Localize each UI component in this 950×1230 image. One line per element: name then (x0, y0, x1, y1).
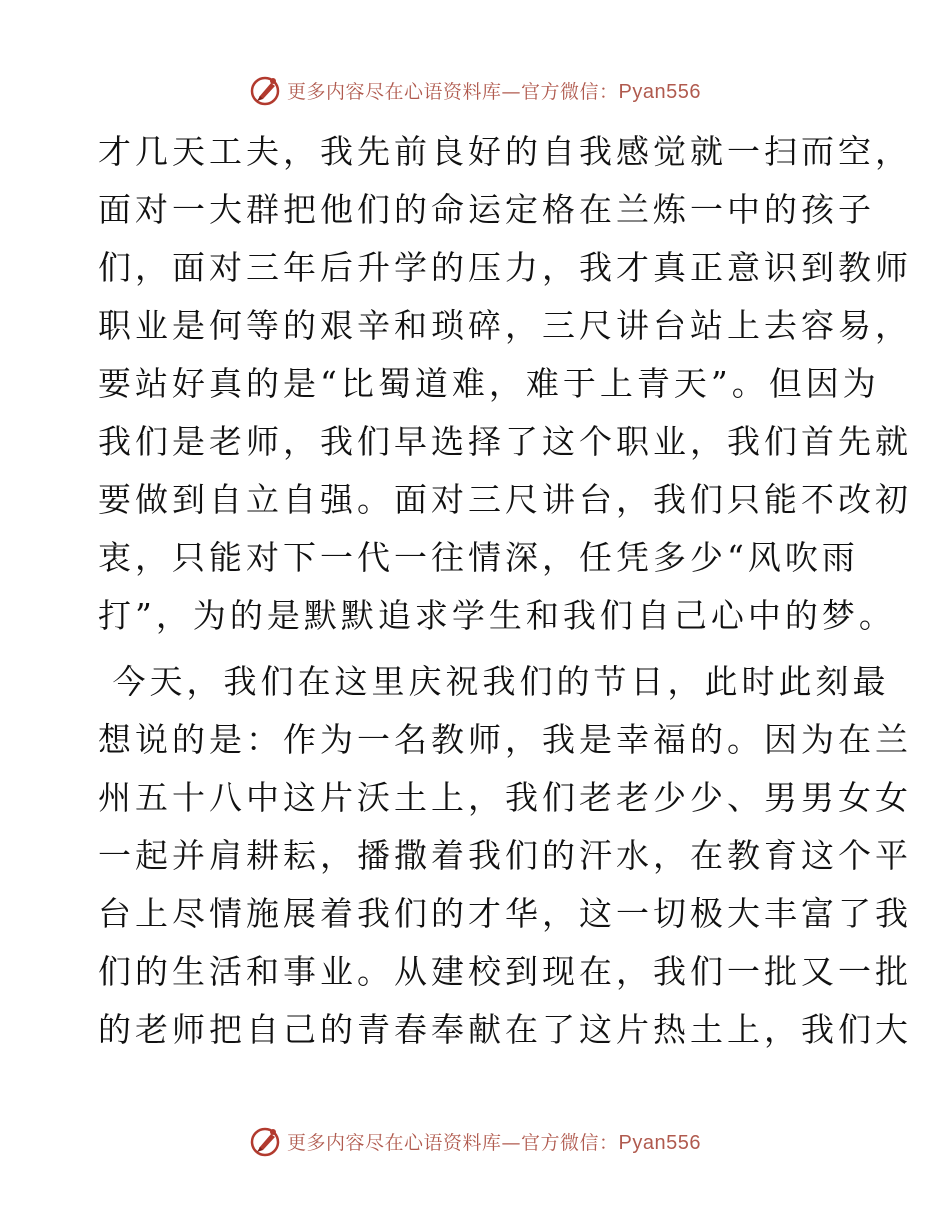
text-line: 们，面对三年后升学的压力，我才真正意识到教师 (98, 248, 912, 287)
text-line: 想说的是：作为一名教师，我是幸福的。因为在兰 (98, 720, 912, 759)
text-line: 台上尽情施展着我们的才华，这一切极大丰富了我 (98, 894, 912, 933)
header-watermark (0, 70, 950, 110)
text-line: 才几天工夫，我先前良好的自我感觉就一扫而空， (98, 132, 912, 171)
text-line: 面对一大群把他们的命运定格在兰炼一中的孩子 (98, 190, 875, 229)
footer-watermark (0, 1121, 950, 1161)
text-line: 职业是何等的艰辛和琐碎，三尺讲台站上去容易， (98, 306, 912, 345)
paragraph-1 (98, 123, 912, 645)
text-line: 们的生活和事业。从建校到现在，我们一批又一批 (98, 952, 912, 991)
pen-logo-icon (249, 73, 283, 107)
text-line: 要站好真的是“比蜀道难，难于上青天”。但因为 (98, 364, 880, 403)
paragraph-2 (98, 653, 912, 1059)
watermark-text: 更多内容尽在心语资料库—官方微信：Pyan556 (287, 80, 701, 103)
text-line: 州五十八中这片沃土上，我们老老少少、男男女女 (98, 778, 912, 817)
document-body (98, 123, 912, 1059)
text-line: 要做到自立自强。面对三尺讲台，我们只能不改初 (98, 480, 912, 519)
text-line: 衷，只能对下一代一往情深，任凭多少“风吹雨 (98, 538, 859, 577)
paragraph-spacer (98, 645, 858, 653)
text-line: 今天，我们在这里庆祝我们的节日，此时此刻最 (98, 662, 890, 701)
pen-logo-icon (249, 1124, 283, 1158)
text-line: 我们是老师，我们早选择了这个职业，我们首先就 (98, 422, 912, 461)
watermark-text: 更多内容尽在心语资料库—官方微信：Pyan556 (287, 1131, 701, 1154)
text-line: 的老师把自己的青春奉献在了这片热土上，我们大 (98, 1010, 912, 1049)
text-line: 打”，为的是默默追求学生和我们自己心中的梦。 (98, 596, 896, 635)
text-line: 一起并肩耕耘，播撒着我们的汗水，在教育这个平 (98, 836, 912, 875)
